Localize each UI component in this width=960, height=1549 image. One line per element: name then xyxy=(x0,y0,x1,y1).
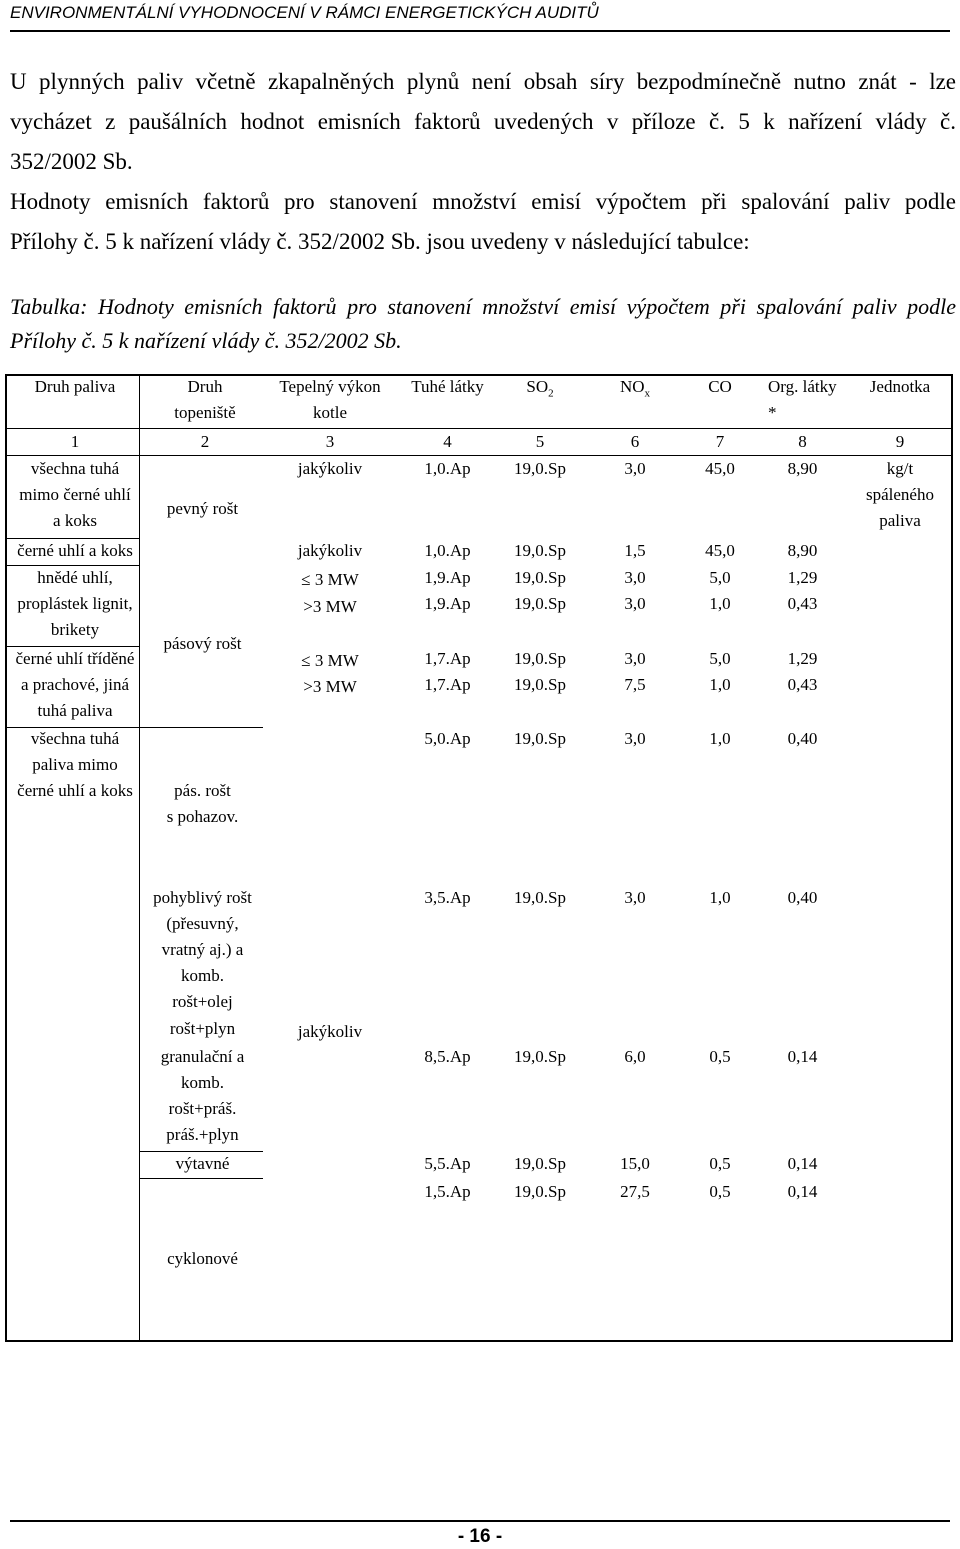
particulates-value: 3,5.Ap xyxy=(424,888,471,907)
fuel-type: paliva mimo xyxy=(32,755,118,774)
nox-value: 3,0 xyxy=(624,888,646,907)
fuel-type: všechna tuhá xyxy=(30,459,120,478)
header-power: kotle xyxy=(313,403,347,422)
so2-value: 19,0.Sp xyxy=(514,1182,566,1201)
so2-value: 19,0.Sp xyxy=(514,1154,566,1173)
header-nox-sub: x xyxy=(644,387,651,400)
power-value: >3 MW xyxy=(303,597,357,616)
column-number: 4 xyxy=(443,432,452,451)
power-value: jakýkoliv xyxy=(297,459,363,478)
power-value: >3 MW xyxy=(303,677,357,696)
org-value: 1,29 xyxy=(787,649,818,668)
org-value: 0,40 xyxy=(787,888,818,907)
furnace-type: rošt+plyn xyxy=(169,1019,236,1038)
so2-value: 19,0.Sp xyxy=(514,459,566,478)
org-value: 0,43 xyxy=(787,594,818,613)
power-le3: 3 MW xyxy=(314,570,359,589)
nox-value: 27,5 xyxy=(620,1182,650,1201)
furnace-type: práš.+plyn xyxy=(166,1125,239,1144)
header-fuel-type: Druh paliva xyxy=(34,377,116,396)
header-furnace: topeniště xyxy=(174,403,236,422)
so2-value: 19,0.Sp xyxy=(514,541,566,560)
header-so2-sub: 2 xyxy=(548,387,554,400)
particulates-value: 1,0.Ap xyxy=(424,541,471,560)
paragraph-line: U plynných paliv včetně zkapalněných plynů není obsah síry bezpodmínečně nutno znát - lze xyxy=(10,69,956,94)
paragraph-line: 352/2002 Sb. xyxy=(10,149,133,174)
nox-value: 3,0 xyxy=(624,649,646,668)
table-rule xyxy=(139,727,263,728)
furnace-type: rošt+olej xyxy=(172,992,233,1011)
furnace-type: cyklonové xyxy=(167,1249,238,1268)
org-value: 0,40 xyxy=(787,729,818,748)
co-value: 5,0 xyxy=(709,649,731,668)
column-number: 8 xyxy=(798,432,807,451)
power-value xyxy=(270,648,390,674)
unit: spáleného xyxy=(866,485,934,504)
co-value: 0,5 xyxy=(709,1047,731,1066)
unit: kg/t xyxy=(886,459,914,478)
co-value: 45,0 xyxy=(705,459,735,478)
co-value: 0,5 xyxy=(709,1154,731,1173)
column-number: 9 xyxy=(895,432,905,451)
header-particulates: Tuhé látky xyxy=(411,377,484,396)
co-value: 5,0 xyxy=(709,568,731,587)
particulates-value: 1,0.Ap xyxy=(424,459,471,478)
column-number: 6 xyxy=(630,432,640,451)
header-co: CO xyxy=(708,377,732,396)
header-nox-text: NO xyxy=(619,377,645,396)
fuel-type: všechna tuhá xyxy=(30,729,120,748)
co-value: 1,0 xyxy=(709,594,731,613)
power-value: jakýkoliv xyxy=(297,541,363,560)
nox-value: 3,0 xyxy=(624,594,646,613)
table-rule xyxy=(139,1178,263,1179)
header-so2 xyxy=(500,374,580,406)
furnace-type: pohyblivý rošt xyxy=(153,888,252,907)
le-icon: ≤ xyxy=(301,651,311,670)
header-title: ENVIRONMENTÁLNÍ VYHODNOCENÍ V RÁMCI ENERGETICKÝCH AUDITŮ xyxy=(10,3,599,22)
org-value: 0,14 xyxy=(787,1047,818,1066)
unit: paliva xyxy=(879,511,921,530)
co-value: 0,5 xyxy=(709,1182,731,1201)
power-le3: 3 MW xyxy=(314,651,359,670)
fuel-type: tuhá paliva xyxy=(37,701,113,720)
org-value: 0,14 xyxy=(787,1182,818,1201)
column-number: 5 xyxy=(535,432,545,451)
co-value: 45,0 xyxy=(705,541,735,560)
header-so2-text: SO xyxy=(526,377,549,396)
furnace-type: s pohazov. xyxy=(166,807,239,826)
particulates-value: 8,5.Ap xyxy=(424,1047,471,1066)
so2-value: 19,0.Sp xyxy=(514,1047,566,1066)
co-value: 1,0 xyxy=(709,888,731,907)
nox-value: 3,0 xyxy=(624,568,646,587)
header-nox xyxy=(595,374,675,406)
power-value: jakýkoliv xyxy=(297,1022,363,1041)
fuel-type: hnědé uhlí, xyxy=(37,568,113,587)
table-caption: Přílohy č. 5 k nařízení vlády č. 352/2002 Sb. xyxy=(10,328,402,353)
fuel-type: brikety xyxy=(50,620,100,639)
furnace-type: pásový rošt xyxy=(163,634,242,653)
fuel-type: mimo černé uhlí xyxy=(19,485,131,504)
furnace-type: komb. xyxy=(181,966,224,985)
fuel-type: proplástek lignit, xyxy=(17,594,133,613)
org-value: 0,43 xyxy=(787,675,818,694)
fuel-type: a koks xyxy=(53,511,97,530)
nox-value: 6,0 xyxy=(624,1047,646,1066)
particulates-value: 1,5.Ap xyxy=(424,1182,471,1201)
so2-value: 19,0.Sp xyxy=(514,888,566,907)
paragraph-line: vycházet z paušálních hodnot emisních faktorů uvedených v příloze č. 5 k nařízení vlády č. xyxy=(10,109,956,134)
furnace-type: granulační a xyxy=(160,1047,245,1066)
org-value: 8,90 xyxy=(787,541,818,560)
nox-value: 15,0 xyxy=(620,1154,650,1173)
fuel-type: a prachové, jiná xyxy=(20,675,130,694)
page-header xyxy=(10,0,950,32)
furnace-type: výtavné xyxy=(175,1154,230,1173)
co-value: 1,0 xyxy=(709,729,731,748)
org-value: 0,14 xyxy=(787,1154,818,1173)
nox-value: 1,5 xyxy=(624,541,646,560)
table-caption: Tabulka: Hodnoty emisních faktorů pro stanovení množství emisí výpočtem při spalování paliv podle xyxy=(10,294,956,319)
power-value xyxy=(270,567,390,593)
so2-value: 19,0.Sp xyxy=(514,594,566,613)
header-unit: Jednotka xyxy=(869,377,931,396)
furnace-type: vratný aj.) a xyxy=(161,940,244,959)
particulates-value: 5,5.Ap xyxy=(424,1154,471,1173)
nox-value: 3,0 xyxy=(624,459,646,478)
nox-value: 7,5 xyxy=(624,675,646,694)
fuel-type: černé uhlí tříděné xyxy=(15,649,135,668)
furnace-type: pevný rošt xyxy=(166,499,239,518)
furnace-type: rošt+práš. xyxy=(168,1099,237,1118)
so2-value: 19,0.Sp xyxy=(514,675,566,694)
paragraph-line: Hodnoty emisních faktorů pro stanovení množství emisí výpočtem při spalování paliv podle xyxy=(10,189,956,214)
particulates-value: 1,9.Ap xyxy=(424,568,471,587)
nox-value: 3,0 xyxy=(624,729,646,748)
co-value: 1,0 xyxy=(709,675,731,694)
column-number: 3 xyxy=(325,432,335,451)
furnace-type: pás. rošt xyxy=(174,781,231,800)
header-org: * xyxy=(768,403,777,422)
fuel-type: černé uhlí a koks xyxy=(17,781,133,800)
so2-value: 19,0.Sp xyxy=(514,729,566,748)
particulates-value: 1,9.Ap xyxy=(424,594,471,613)
header-furnace: Druh xyxy=(187,377,223,396)
header-org: Org. látky xyxy=(768,377,837,396)
fuel-type: černé uhlí a koks xyxy=(17,541,133,560)
le-icon: ≤ xyxy=(301,570,311,589)
column-number: 7 xyxy=(715,432,725,451)
furnace-type: komb. xyxy=(181,1073,224,1092)
particulates-value: 1,7.Ap xyxy=(424,675,471,694)
column-number: 2 xyxy=(200,432,210,451)
column-number: 1 xyxy=(70,432,80,451)
paragraph-line: Přílohy č. 5 k nařízení vlády č. 352/2002 Sb. jsou uvedeny v následující tabulce: xyxy=(10,229,750,254)
particulates-value: 1,7.Ap xyxy=(424,649,471,668)
org-value: 8,90 xyxy=(787,459,818,478)
so2-value: 19,0.Sp xyxy=(514,568,566,587)
org-value: 1,29 xyxy=(787,568,818,587)
so2-value: 19,0.Sp xyxy=(514,649,566,668)
page-number: - 16 - xyxy=(457,1526,503,1547)
particulates-value: 5,0.Ap xyxy=(424,729,471,748)
furnace-type: (přesuvný, xyxy=(166,914,239,933)
header-power: Tepelný výkon xyxy=(279,377,381,396)
footer-rule xyxy=(10,1520,950,1522)
